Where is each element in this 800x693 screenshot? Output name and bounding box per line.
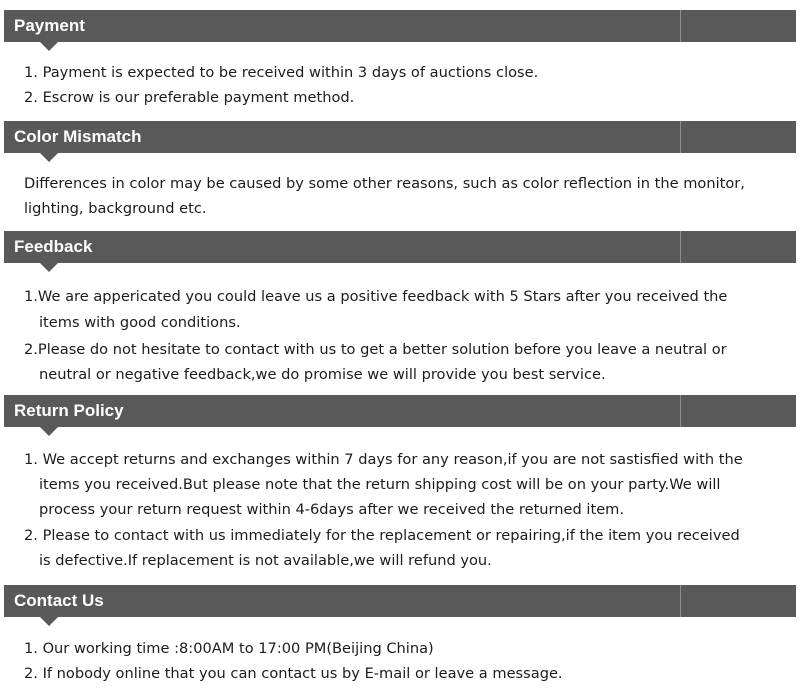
return-policy-line-2: items you received.But please note that the return shipping cost will be on your party.We will bbox=[39, 476, 721, 493]
feedback-section-header bbox=[4, 231, 796, 263]
contact-us-line-1: 1. Our working time :8:00AM to 17:00 PM(Beijing China) bbox=[24, 640, 434, 657]
feedback-line-2: items with good conditions. bbox=[39, 314, 241, 331]
return-policy-line-3: process your return request within 4-6days after we received the returned item. bbox=[39, 501, 625, 518]
feedback-line-4: neutral or negative feedback,we do promise we will provide you best service. bbox=[39, 366, 606, 383]
payment-line-2: 2. Escrow is our preferable payment method. bbox=[24, 89, 355, 106]
payment-section-title: Payment bbox=[14, 16, 85, 35]
return-policy-section-header bbox=[4, 395, 796, 427]
return-policy-line-4: 2. Please to contact with us immediately for the replacement or repairing,if the item you received bbox=[24, 527, 740, 544]
feedback-section-title: Feedback bbox=[14, 237, 93, 256]
color-mismatch-line-2: lighting, background etc. bbox=[24, 200, 207, 217]
return-policy-line-5: is defective.If replacement is not available,we will refund you. bbox=[39, 552, 492, 569]
header-pointer-icon bbox=[40, 42, 58, 51]
header-pointer-icon bbox=[40, 263, 58, 272]
return-policy-line-1: 1. We accept returns and exchanges within 7 days for any reason,if you are not sastisfied with the bbox=[24, 451, 743, 468]
color-mismatch-section-header bbox=[4, 121, 796, 153]
header-pointer-icon bbox=[40, 153, 58, 162]
contact-us-line-2: 2. If nobody online that you can contact us by E-mail or leave a message. bbox=[24, 665, 563, 682]
header-pointer-icon bbox=[40, 427, 58, 436]
payment-line-1: 1. Payment is expected to be received within 3 days of auctions close. bbox=[24, 64, 539, 81]
header-pointer-icon bbox=[40, 617, 58, 626]
feedback-line-1: 1.We are appericated you could leave us a positive feedback with 5 Stars after you received the bbox=[24, 288, 728, 305]
contact-us-section-header bbox=[4, 585, 796, 617]
color-mismatch-line-1: Differences in color may be caused by some other reasons, such as color reflection in the monitor, bbox=[24, 175, 745, 192]
header-divider bbox=[680, 585, 681, 617]
feedback-line-3: 2.Please do not hesitate to contact with us to get a better solution before you leave a neutral or bbox=[24, 341, 727, 358]
header-divider bbox=[680, 231, 681, 263]
header-divider bbox=[680, 121, 681, 153]
contact-us-section-title: Contact Us bbox=[14, 591, 104, 610]
header-divider bbox=[680, 10, 681, 42]
return-policy-section-title: Return Policy bbox=[14, 401, 124, 420]
payment-section-header bbox=[4, 10, 796, 42]
header-divider bbox=[680, 395, 681, 427]
color-mismatch-section-title: Color Mismatch bbox=[14, 127, 142, 146]
